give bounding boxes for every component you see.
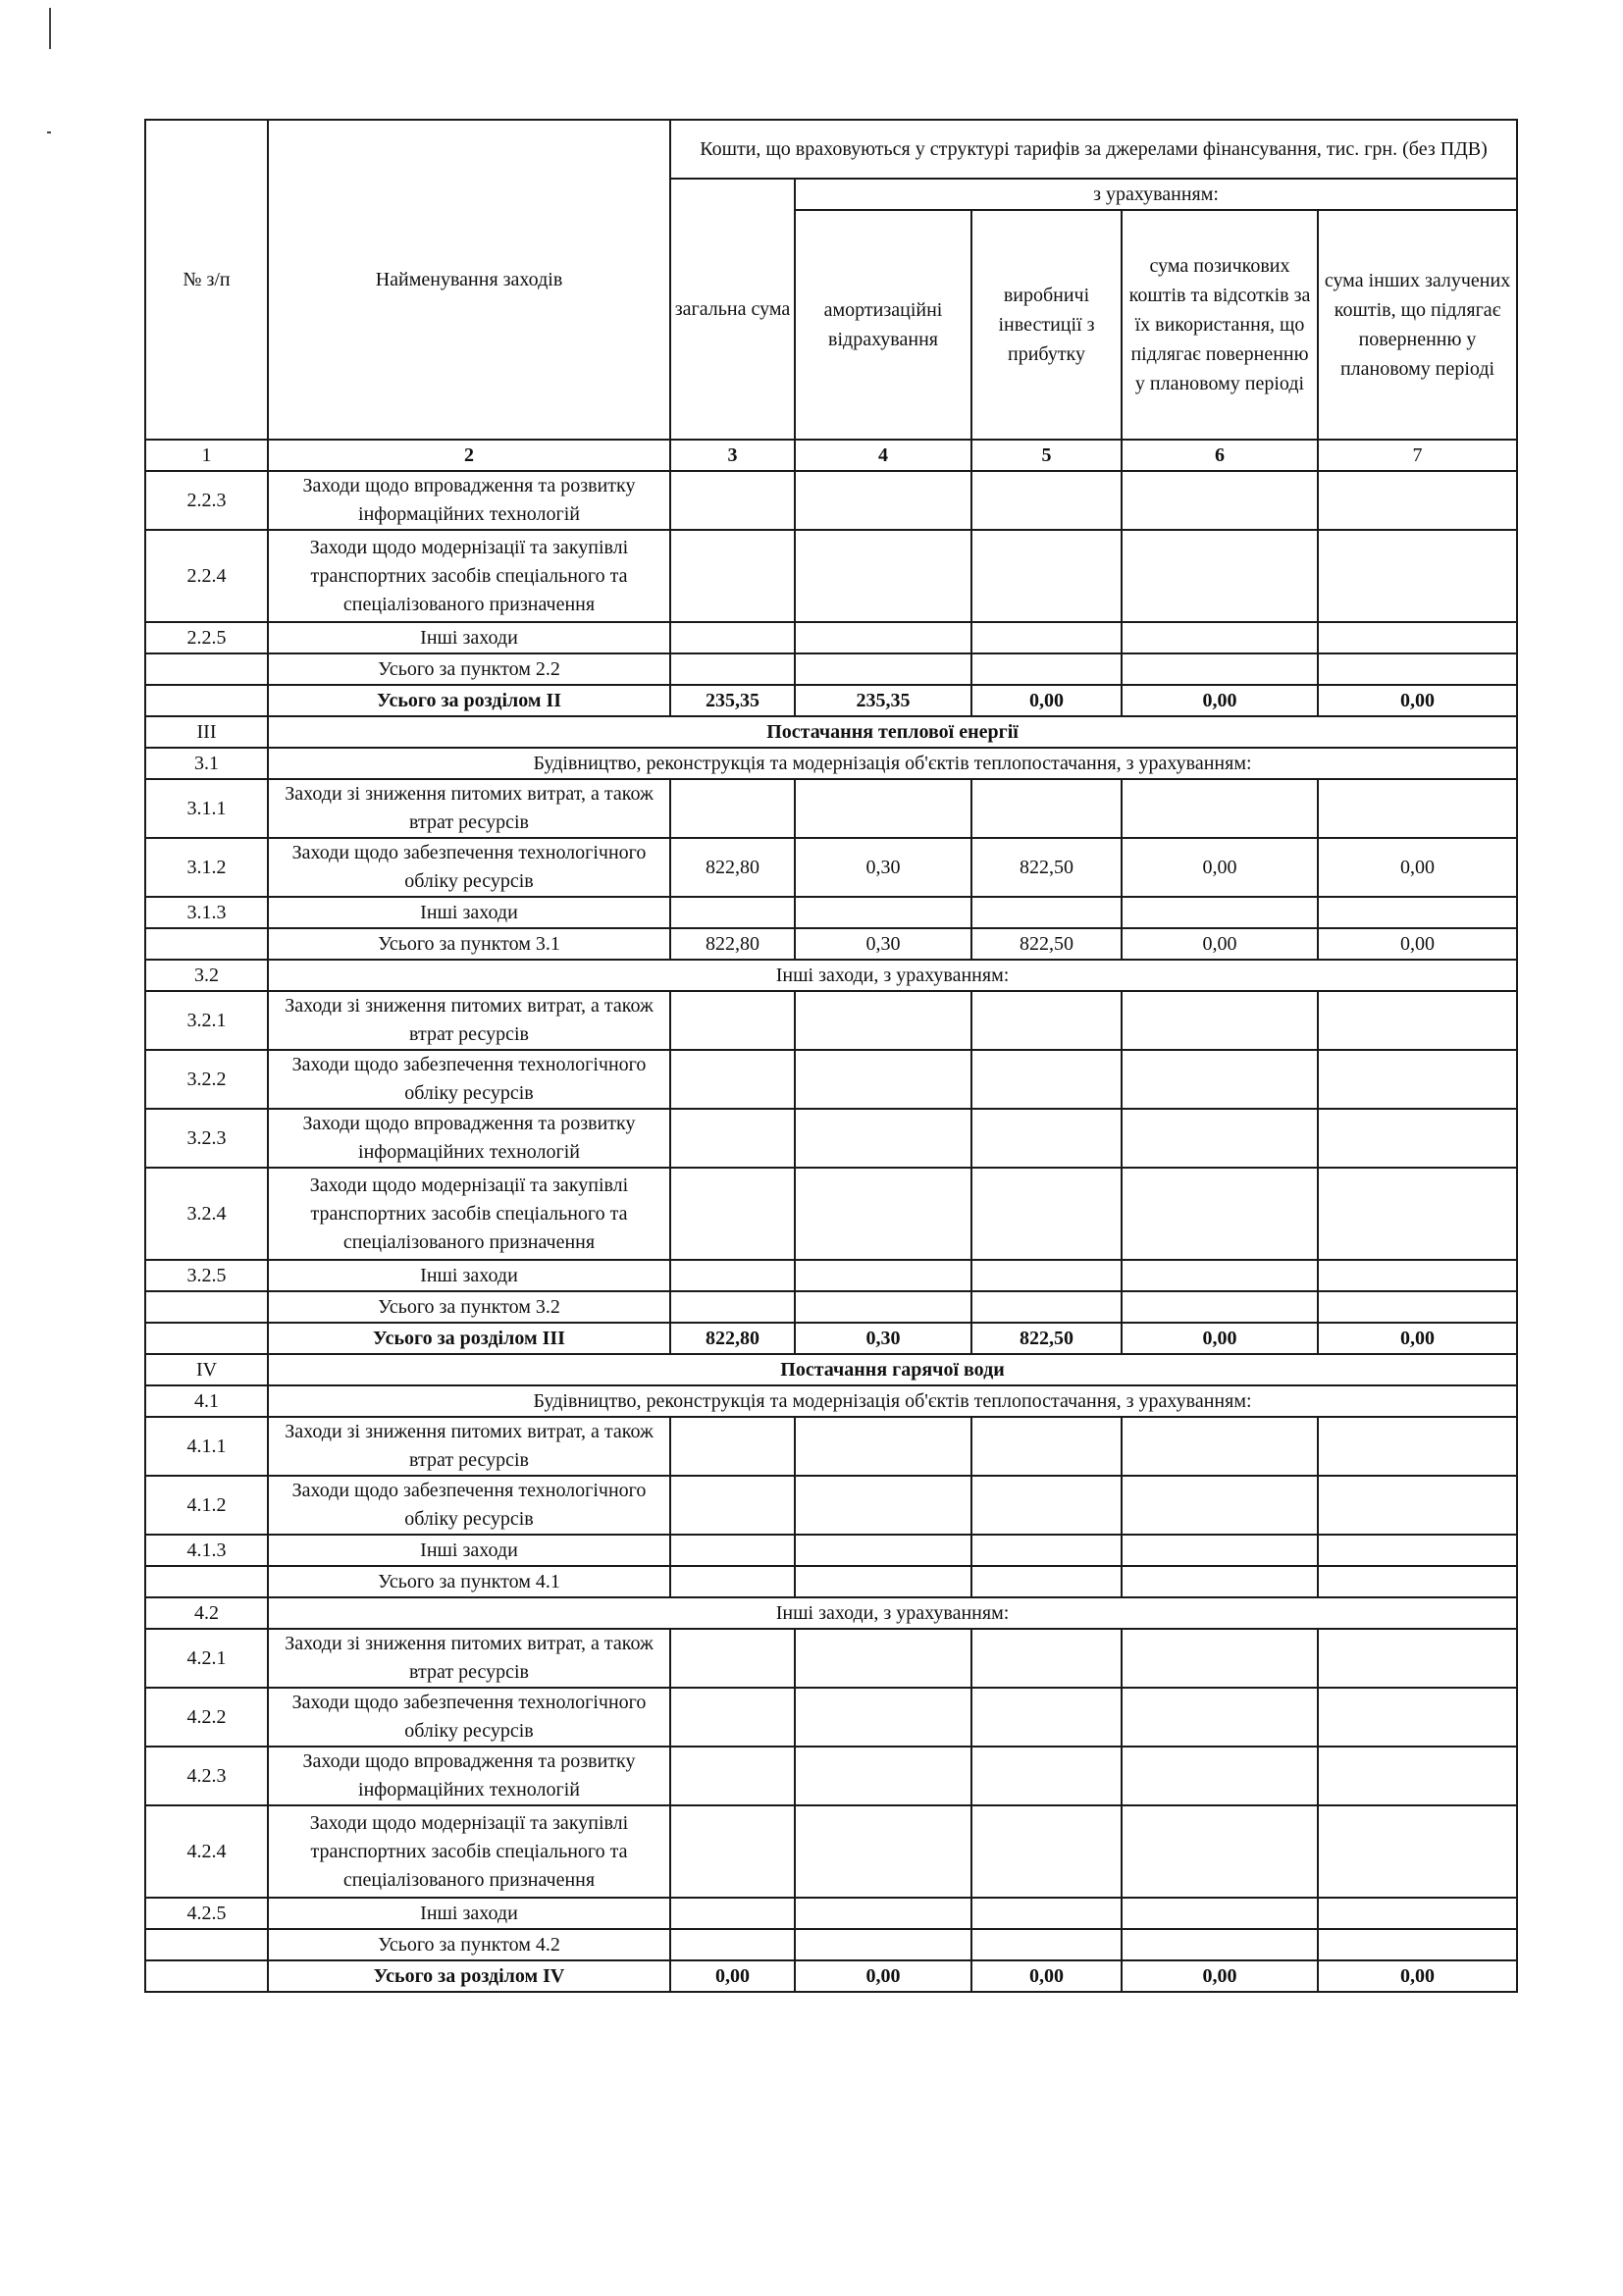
table-row	[145, 1629, 1517, 1688]
table-row	[145, 622, 1517, 653]
scan-mark	[47, 131, 51, 133]
row-name: Усього за пунктом 3.1	[268, 928, 670, 960]
table-row	[145, 1805, 1517, 1898]
header-col6: сума позичкових коштів та відсотків за їх використання, що підлягає поверненню у плановому періоді	[1122, 210, 1318, 440]
section-number: 3.2	[145, 960, 268, 991]
column-number: 7	[1318, 440, 1517, 471]
cell-value: 0,00	[1318, 838, 1517, 897]
row-number: 3.1.2	[145, 838, 268, 897]
row-number: 3.2.2	[145, 1050, 268, 1109]
row-name: Усього за пунктом 2.2	[268, 653, 670, 685]
header-col7: сума інших залучених коштів, що підлягає поверненню у плановому періоді	[1318, 210, 1517, 440]
row-name: Заходи щодо впровадження та розвитку інформаційних технологій	[268, 1109, 670, 1168]
row-number: 3.2.5	[145, 1260, 268, 1291]
table-row	[145, 897, 1517, 928]
section-number: ІІІ	[145, 716, 268, 748]
cell-value: 0,00	[670, 1960, 795, 1992]
header-col5: виробничі інвестиції з прибутку	[971, 210, 1122, 440]
table-row	[145, 1109, 1517, 1168]
table-row	[145, 471, 1517, 530]
cell-value: 822,80	[670, 1323, 795, 1354]
table-row-total	[145, 1323, 1517, 1354]
section-number: IV	[145, 1354, 268, 1385]
table-row	[145, 653, 1517, 685]
row-name: Заходи зі зниження питомих витрат, а також втрат ресурсів	[268, 779, 670, 838]
section-row	[145, 960, 1517, 991]
cell-value: 0,30	[795, 928, 971, 960]
row-name: Заходи щодо модернізації та закупівлі транспортних засобів спеціального та спеціалізованого призначення	[268, 1805, 670, 1898]
row-name: Інші заходи	[268, 1535, 670, 1566]
table-row	[145, 1898, 1517, 1929]
section-row	[145, 1385, 1517, 1417]
row-name: Усього за пунктом 4.2	[268, 1929, 670, 1960]
table-row	[145, 1747, 1517, 1805]
cell-value: 0,00	[1318, 1960, 1517, 1992]
row-name: Заходи щодо забезпечення технологічного обліку ресурсів	[268, 1050, 670, 1109]
row-number: 3.2.1	[145, 991, 268, 1050]
row-name: Інші заходи	[268, 1260, 670, 1291]
cell-value: 822,80	[670, 838, 795, 897]
row-number: 4.2.5	[145, 1898, 268, 1929]
row-name: Інші заходи	[268, 1898, 670, 1929]
row-name: Заходи зі зниження питомих витрат, а також втрат ресурсів	[268, 1629, 670, 1688]
table-row-subtotal	[145, 928, 1517, 960]
cell-value: 0,00	[1318, 928, 1517, 960]
cell-value: 822,50	[971, 928, 1122, 960]
header-col3: загальна сума	[670, 179, 795, 440]
section-title: Будівництво, реконструкція та модернізація об'єктів теплопостачання, з урахуванням:	[268, 1385, 1517, 1417]
cell-value: 0,00	[1318, 685, 1517, 716]
row-number: 4.2.1	[145, 1629, 268, 1688]
table-row	[145, 1535, 1517, 1566]
section-number: 3.1	[145, 748, 268, 779]
row-number: 2.2.5	[145, 622, 268, 653]
header-funds: Кошти, що враховуються у структурі тарифів за джерелами фінансування, тис. грн. (без ПДВ)	[670, 120, 1517, 179]
table-row	[145, 1929, 1517, 1960]
section-row	[145, 748, 1517, 779]
cell-value: 822,80	[670, 928, 795, 960]
row-number: 2.2.3	[145, 471, 268, 530]
cell-value: 0,00	[971, 685, 1122, 716]
table-row	[145, 530, 1517, 622]
column-number: 5	[971, 440, 1122, 471]
tariff-funding-table	[144, 119, 1518, 1993]
section-row	[145, 1597, 1517, 1629]
table-row-total	[145, 685, 1517, 716]
section-row	[145, 1354, 1517, 1385]
column-number: 1	[145, 440, 268, 471]
cell-value: 235,35	[670, 685, 795, 716]
header-name: Найменування заходів	[268, 120, 670, 440]
row-number: 3.1.1	[145, 779, 268, 838]
row-number: 4.1.3	[145, 1535, 268, 1566]
cell-value: 235,35	[795, 685, 971, 716]
row-name: Заходи щодо модернізації та закупівлі транспортних засобів спеціального та спеціалізованого призначення	[268, 530, 670, 622]
row-name: Заходи щодо забезпечення технологічного обліку ресурсів	[268, 1688, 670, 1747]
section-title: Будівництво, реконструкція та модернізація об'єктів теплопостачання, з урахуванням:	[268, 748, 1517, 779]
table-row	[145, 1476, 1517, 1535]
table-row	[145, 1050, 1517, 1109]
cell-value: 0,00	[1318, 1323, 1517, 1354]
row-number: 3.2.3	[145, 1109, 268, 1168]
row-number: 4.1.2	[145, 1476, 268, 1535]
row-number: 4.1.1	[145, 1417, 268, 1476]
cell-value: 0,30	[795, 838, 971, 897]
row-name: Заходи щодо модернізації та закупівлі транспортних засобів спеціального та спеціалізованого призначення	[268, 1168, 670, 1260]
column-number: 4	[795, 440, 971, 471]
scan-mark	[49, 8, 51, 49]
row-number: 2.2.4	[145, 530, 268, 622]
table-row	[145, 1566, 1517, 1597]
cell-value: 0,00	[1122, 928, 1318, 960]
cell-value: 0,00	[971, 1960, 1122, 1992]
table-row	[145, 779, 1517, 838]
row-number: 3.2.4	[145, 1168, 268, 1260]
row-name: Усього за пунктом 3.2	[268, 1291, 670, 1323]
row-name: Заходи щодо забезпечення технологічного обліку ресурсів	[268, 838, 670, 897]
table-row	[145, 1688, 1517, 1747]
row-name: Заходи щодо забезпечення технологічного обліку ресурсів	[268, 1476, 670, 1535]
table-row	[145, 838, 1517, 897]
cell-value: 0,00	[1122, 838, 1318, 897]
row-name: Інші заходи	[268, 897, 670, 928]
table-row	[145, 991, 1517, 1050]
section-row	[145, 716, 1517, 748]
cell-value: 0,00	[1122, 1323, 1318, 1354]
cell-value: 0,00	[1122, 685, 1318, 716]
cell-value: 0,30	[795, 1323, 971, 1354]
cell-value: 0,00	[1122, 1960, 1318, 1992]
table-row	[145, 1260, 1517, 1291]
table-row	[145, 1291, 1517, 1323]
header-incl: з урахуванням:	[795, 179, 1517, 210]
section-title: Інші заходи, з урахуванням:	[268, 960, 1517, 991]
cell-value: 0,00	[795, 1960, 971, 1992]
row-name: Усього за розділом ІІІ	[268, 1323, 670, 1354]
table-row-total	[145, 1960, 1517, 1992]
row-name: Заходи щодо впровадження та розвитку інформаційних технологій	[268, 471, 670, 530]
section-number: 4.1	[145, 1385, 268, 1417]
column-number: 2	[268, 440, 670, 471]
column-number: 6	[1122, 440, 1318, 471]
header-no: № з/п	[145, 120, 268, 440]
row-number: 4.2.3	[145, 1747, 268, 1805]
cell-value: 822,50	[971, 1323, 1122, 1354]
section-title: Постачання теплової енергії	[268, 716, 1517, 748]
row-name: Усього за розділом ІІ	[268, 685, 670, 716]
table-row	[145, 1168, 1517, 1260]
header-col4: амортизаційні відрахування	[795, 210, 971, 440]
row-name: Інші заходи	[268, 622, 670, 653]
column-number: 3	[670, 440, 795, 471]
row-name: Усього за розділом IV	[268, 1960, 670, 1992]
row-name: Заходи щодо впровадження та розвитку інформаційних технологій	[268, 1747, 670, 1805]
row-name: Заходи зі зниження питомих витрат, а також втрат ресурсів	[268, 991, 670, 1050]
row-number: 3.1.3	[145, 897, 268, 928]
section-title: Інші заходи, з урахуванням:	[268, 1597, 1517, 1629]
section-title: Постачання гарячої води	[268, 1354, 1517, 1385]
row-number: 4.2.2	[145, 1688, 268, 1747]
row-name: Заходи зі зниження питомих витрат, а також втрат ресурсів	[268, 1417, 670, 1476]
table-row	[145, 1417, 1517, 1476]
cell-value: 822,50	[971, 838, 1122, 897]
row-number: 4.2.4	[145, 1805, 268, 1898]
section-number: 4.2	[145, 1597, 268, 1629]
row-name: Усього за пунктом 4.1	[268, 1566, 670, 1597]
